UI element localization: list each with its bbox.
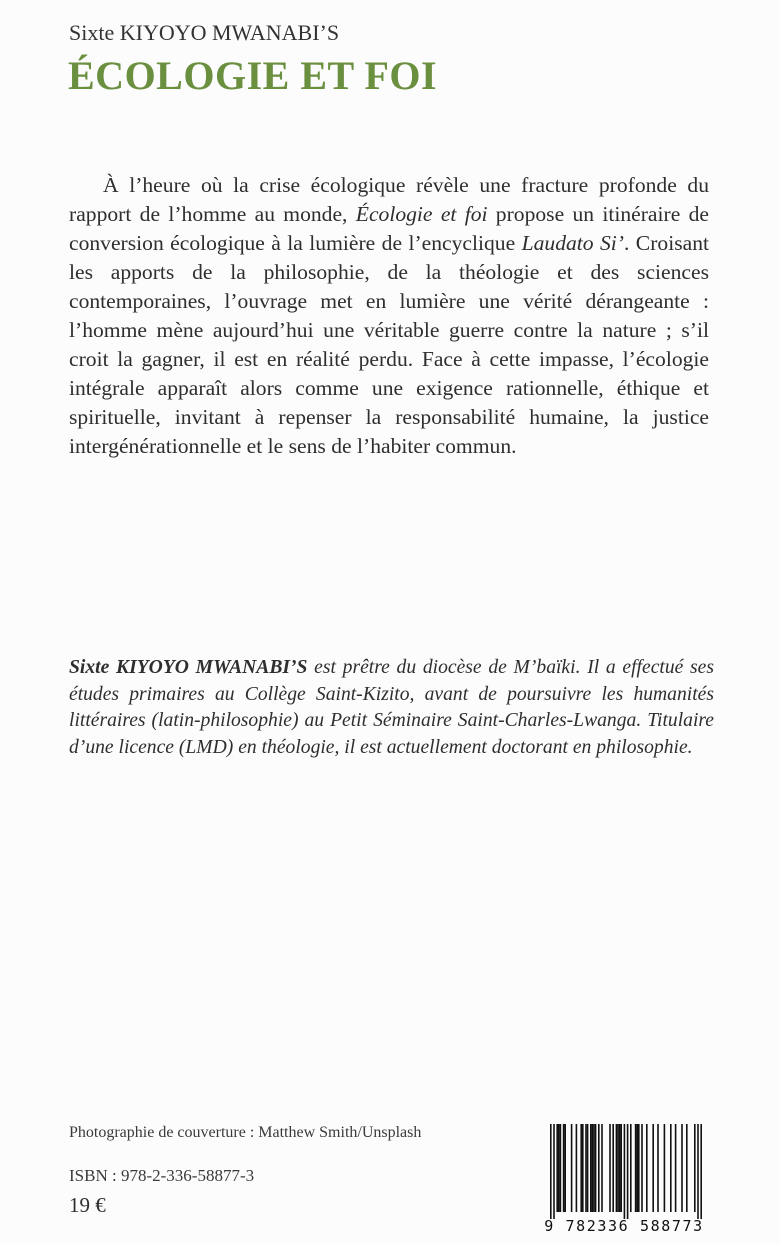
barcode-bar: [697, 1124, 699, 1219]
barcode-bar: [638, 1124, 640, 1212]
book-title: ÉCOLOGIE ET FOI: [68, 53, 438, 98]
barcode-bar: [592, 1124, 594, 1212]
barcode-bar: [571, 1124, 573, 1212]
summary-text-2: propose un itinéraire de conversion écologique à la lumière de l’encyclique: [69, 202, 709, 255]
barcode-bar: [590, 1124, 592, 1212]
barcode-bar: [582, 1124, 584, 1212]
barcode-bar: [686, 1124, 688, 1212]
barcode-bar: [636, 1124, 638, 1212]
summary-book-title: Écologie et foi: [355, 202, 488, 226]
barcode-bar: [675, 1124, 677, 1212]
barcode-bar: [624, 1124, 626, 1219]
barcode-bar: [593, 1124, 595, 1212]
barcode-bar: [580, 1124, 582, 1212]
barcode-bar: [630, 1124, 632, 1212]
barcode-bar: [563, 1124, 565, 1212]
barcode-bar: [609, 1124, 611, 1212]
barcode-bar: [616, 1124, 618, 1212]
barcode-digits: 9 782336 588773: [544, 1217, 704, 1235]
barcode-bar: [657, 1124, 659, 1212]
barcode-bar: [612, 1124, 614, 1212]
barcode-bar: [641, 1124, 643, 1212]
bio-text: est prêtre du diocèse de M’baïki. Il a effectué ses études primaires au Collège Saint-Kizito, avant de poursuivre les humanités littéraires (latin-philosophie) au Petit Séminaire Saint-Charles-Lwanga. Titulaire d’une licence (LMD) en théologie, il est actuellement doctorant en philosophie.: [69, 657, 714, 758]
barcode-bar: [620, 1124, 622, 1212]
summary-text-3: . Croisant les apports de la philosophie, de la théologie et des sciences contemporaines, l’ouvrage met en lumière une vérité dérangeante : l’homme mène aujourd’hui une véritable guerre contre la nature ; s’il croit la gagner, il est en réalité perdu. Face à cette impasse, l’écologie intégrale apparaît alors comme une exigence rationnelle, éthique et spirituelle, invitant à repenser la responsabilité humaine, la justice intergénérationnelle et le sens de l’habiter commun.: [69, 231, 709, 458]
isbn: ISBN : 978-2-336-58877-3: [69, 1166, 255, 1185]
barcode-bar: [627, 1124, 629, 1219]
summary-text-1: À l’heure où la crise écologique révèle une fracture profonde du rapport de l’homme au monde,: [69, 173, 709, 226]
barcode-bar: [670, 1124, 672, 1212]
photo-credit: Photographie de couverture : Matthew Smith/Unsplash: [69, 1124, 422, 1141]
barcode-bar: [550, 1124, 552, 1219]
bio-author-name: Sixte KIYOYO MWANABI’S: [69, 657, 308, 678]
barcode-bar: [652, 1124, 654, 1212]
barcode-bar: [646, 1124, 648, 1212]
barcode-bar: [585, 1124, 587, 1212]
barcode: [536, 1124, 712, 1239]
summary-paragraph: [69, 171, 709, 461]
barcode-bar: [560, 1124, 562, 1212]
barcode-bar: [617, 1124, 619, 1212]
author-name: Sixte KIYOYO MWANABI’S: [69, 20, 340, 45]
barcode-bar: [598, 1124, 600, 1212]
author-bio: [69, 655, 714, 761]
barcode-bar: [553, 1124, 555, 1219]
barcode-bar: [595, 1124, 597, 1212]
price: 19 €: [69, 1193, 106, 1217]
barcode-bar: [558, 1124, 560, 1212]
barcode-bar: [681, 1124, 683, 1212]
barcode-bar: [601, 1124, 603, 1212]
barcode-bar: [635, 1124, 637, 1212]
barcode-bar: [619, 1124, 621, 1212]
barcode-bar: [576, 1124, 578, 1212]
barcode-bar: [556, 1124, 558, 1212]
summary-encyclical: Laudato Si’: [521, 231, 624, 255]
barcode-bar: [587, 1124, 589, 1212]
barcode-bars: [536, 1124, 712, 1219]
barcode-bar: [694, 1124, 696, 1212]
barcode-bar: [700, 1124, 702, 1219]
barcode-bar: [664, 1124, 666, 1212]
barcode-bar: [564, 1124, 566, 1212]
